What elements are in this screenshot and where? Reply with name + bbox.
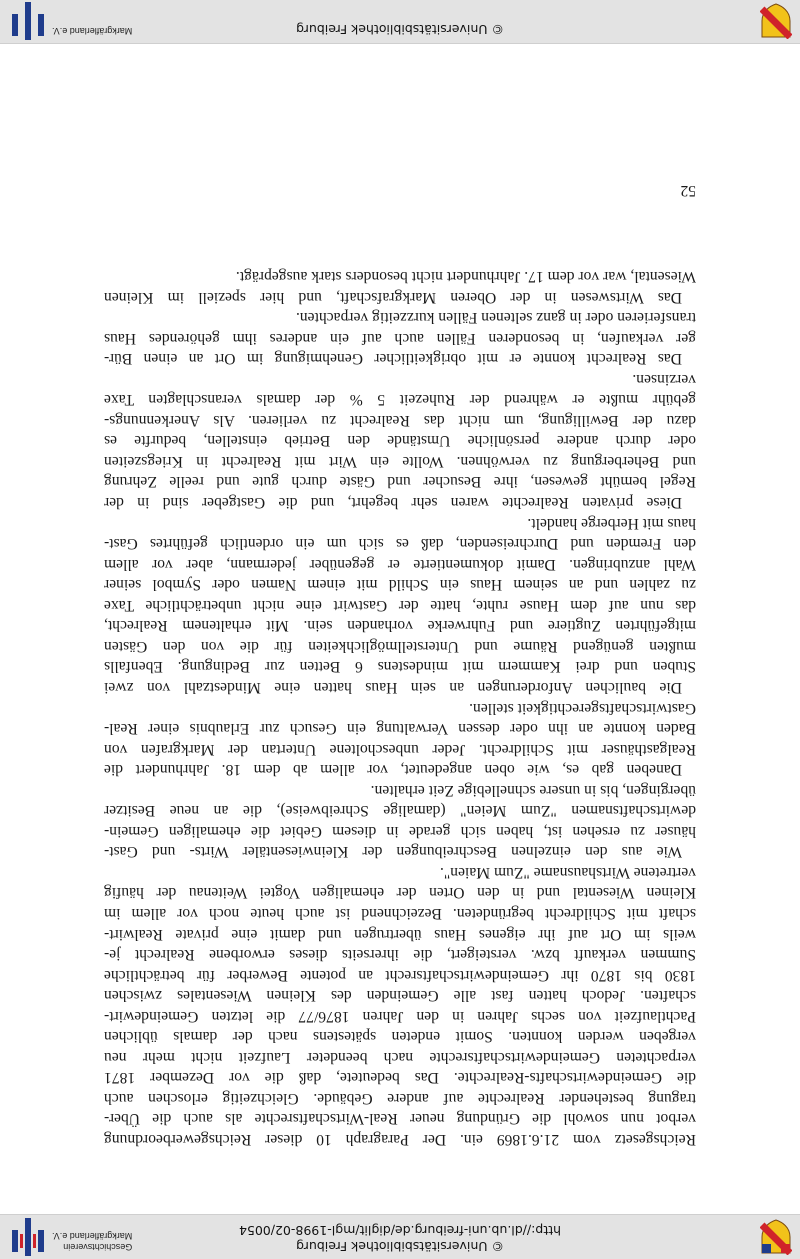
text-line: Diese privaten Realrechte waren sehr begehrt, und die Gastgeber sind in der: [104, 494, 682, 512]
text-line: Regel bemüht gewesen, ihre Besucher und Gäste durch gute und reelle Zehrung: [104, 473, 696, 491]
text-line: Gastwirtschaftsgerechtigkeit stellen.: [469, 699, 696, 717]
text-line: schaften. Jedoch hatten fast alle Gemeinden des Kleinen Wiesentales zwischen: [104, 987, 696, 1005]
text-line: und Beherbergung zu verwöhnen. Wollte ein Wirt mit Realrecht in Kriegszeiten: [104, 452, 696, 470]
text-line: Daneben gab es, wie oben angedeutet, vor allem ab dem 18. Jahrhundert die: [104, 761, 682, 779]
text-line: Das Wirtswesen in der Oberen Markgrafschaft, und hier speziell im Kleinen: [104, 288, 682, 306]
text-line: schaft mit Schildrecht begründeten. Bezeichnend ist auch heute noch vor allem im: [104, 904, 696, 922]
text-line: mußten genügend Räume und Unterstellmöglichkeiten für die von den Gästen: [104, 637, 696, 655]
text-line: dazu der Bewilligung, um nicht das Realrecht zu verlieren. Als Anerkennungs-: [104, 411, 696, 429]
text-line: zu zahlen und an seinem Haus ein Schild mit einem Namen oder Symbol seiner: [104, 576, 696, 594]
text-line: gebühr mußte er während der Ruhezeit 5 % der damals veranschlagten Taxe: [104, 391, 696, 409]
text-line: weils im Ort auf ihr eigenes Haus übertrugen und damit eine private Realwirt-: [104, 925, 696, 943]
university-library-logo-icon: [8, 2, 48, 40]
text-line: Reichsgesetz vom 21.6.1869 ein. Der Paragraph 10 dieser Reichsgewerbeordnung: [104, 1131, 696, 1148]
text-line: Summen verkauft bzw. versteigert, die ihrerseits dieses erworbene Realrecht je-: [104, 946, 696, 964]
library-credit: [0, 21, 800, 37]
text-line: verzinsen.: [632, 370, 696, 388]
text-line: Realgasthäuser mit Schildrecht. Jeder unbescholtene Untertan der Markgrafen von: [104, 740, 696, 758]
text-line: transferieren oder in ganz seltenen Fällen kurzzeitig verpachten.: [295, 309, 696, 327]
page-text: [104, 265, 696, 1149]
text-line: mitgeführten Zugtiere und Fuhrwerke vorhanden sein. Mit erhaltenem Realrecht,: [104, 617, 696, 635]
text-line: vertretene Wirtshausname "Zum Maien".: [439, 863, 696, 881]
header-banner: [0, 1214, 800, 1259]
text-line: Wiesental, war vor dem 17. Jahrhundert nicht besonders stark ausgeprägt.: [235, 268, 696, 286]
text-line: haus mit Herberge handelt.: [527, 514, 696, 532]
library-credit: [0, 1222, 800, 1254]
text-line: Wahl anzubringen. Damit dokumentierte er gegenüber jedermann, aber vor allem: [104, 555, 696, 573]
text-line: das nun auf dem Hause ruhte, hatte der Gastwirt eine nicht unbeträchtliche Taxe: [104, 596, 696, 614]
society-line-1: Geschichtsverein: [63, 1242, 133, 1252]
text-line: verbot nun sowohl die Gründung neuer Real-Wirtschaftsrechte als auch die Über-: [104, 1110, 696, 1128]
text-line: ger verkaufen, in besonderen Fällen auch auf ein anderes ihm gehörendes Haus: [104, 329, 696, 347]
page-number: 52: [680, 182, 696, 199]
credit-text: © Universitätsbibliothek Freiburg: [296, 22, 504, 37]
footer-banner: [0, 0, 800, 44]
text-line: Kleinen Wiesental und in den Orten der ehemaligen Vogtei Weitenau der häufig: [104, 884, 696, 902]
text-line: Stuben und drei Kammern mit mindestens 6 Betten zur Bedingung. Ebenfalls: [104, 658, 696, 676]
society-line-2: Markgräflerland e.V.: [52, 26, 133, 36]
society-line-2: Markgräflerland e.V.: [52, 1231, 133, 1241]
text-line: oder durch andere persönliche Umstände den Betrieb einstellen, bedurfte es: [104, 432, 696, 450]
text-line: Das Realrecht konnte er mit obrigkeitlicher Genehmigung im Ort an einen Bür-: [104, 350, 682, 368]
text-line: tragung bestehender Realrechte auf andere Gebäude. Gleichzeitig erloschen auch: [104, 1089, 696, 1107]
text-line: 1830 bis 1870 ihr Gemeindewirtschaftsrecht an potente Bewerber für beträchtliche: [104, 966, 696, 984]
text-line: dewirtschaftsnamen "Zum Meien" (damalige Schreibweise), die an neue Besitzer: [104, 802, 696, 820]
text-line: Pachtlaufzeit von sechs Jahren in den Jahren 1876/77 die letzten Gemeindewirt-: [104, 1007, 696, 1025]
text-line: vergeben werden konnten. Somit endeten spätestens nach der damals üblichen: [104, 1028, 696, 1046]
university-library-logo-icon: [8, 1218, 48, 1256]
text-line: häuser zu ersehen ist, haben sich gerade in diesem Gebiet die ehemaligen Gemein-: [104, 822, 696, 840]
permalink-url[interactable]: http://dl.ub.uni-freiburg.de/diglit/mgl-1998-02/0054: [238, 1223, 562, 1238]
text-line: den Fremden und Durchreisenden, daß es sich um ein ordentlich geführtes Gast-: [104, 535, 696, 553]
text-line: Die baulichen Anforderungen an sein Haus hatten eine Mindestzahl von zwei: [104, 678, 682, 696]
credit-text: © Universitätsbibliothek Freiburg: [296, 1239, 504, 1254]
text-line: verpachteten Gemeindewirtschaftsrechte nach beendeter Laufzeit nicht mehr neu: [104, 1048, 696, 1066]
text-line: Wie aus den einzelnen Beschreibungen der Kleinwiesentäler Wirts- und Gast-: [104, 843, 682, 861]
text-line: die Gemeindewirtschafts-Realrechte. Das bedeutete, daß die vor Dezember 1871: [104, 1069, 696, 1087]
text-line: Baden konnte an ihn oder dessen Verwaltung ein Gesuch zur Erlaubnis einer Real-: [104, 720, 696, 738]
text-line: übergingen, bis in unsere schnellebige Zeit erhalten.: [370, 781, 696, 799]
